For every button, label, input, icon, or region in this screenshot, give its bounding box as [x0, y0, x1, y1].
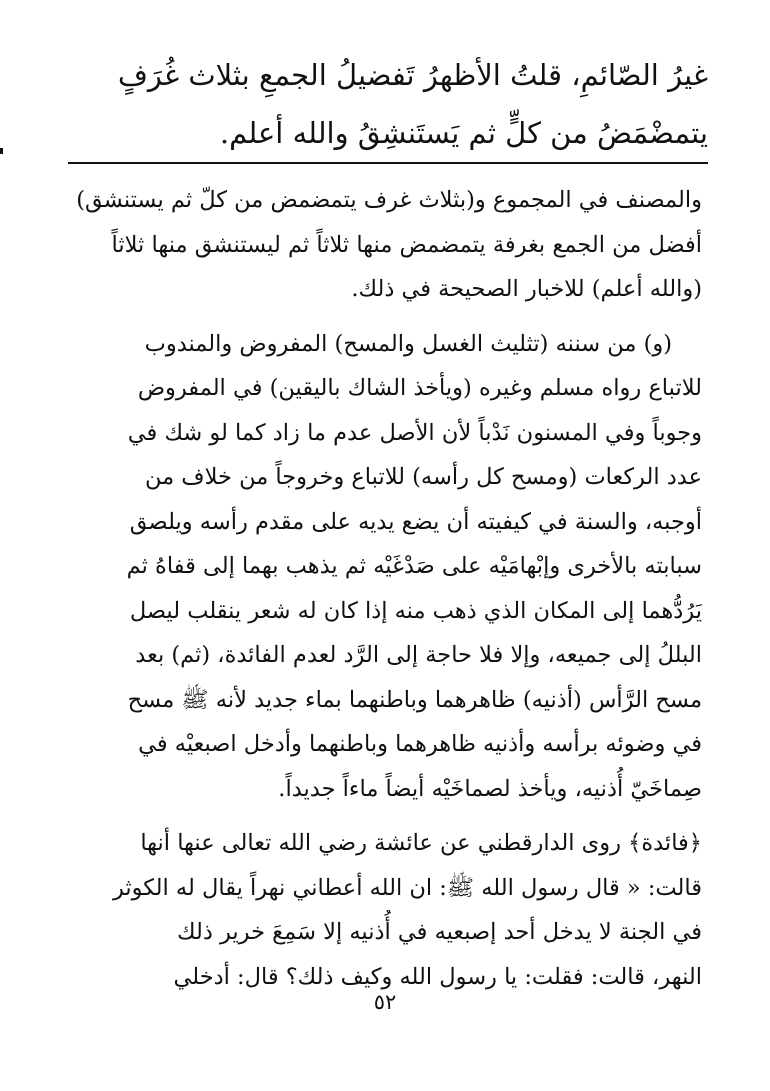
commentary-line: أوجبه، والسنة في كيفيته أن يضع يديه على مقدم رأسه ويلصق: [129, 508, 702, 535]
paragraph-gap: [62, 312, 702, 322]
commentary-line: وجوباً وفي المسنون نَدْباً لأن الأصل عدم ما زاد كما لو شك في: [127, 419, 702, 446]
commentary-line: قالت: « قال رسول الله ﷺ: ان الله أعطاني نهراً يقال له الكوثر: [112, 874, 702, 901]
commentary-line: للاتباع رواه مسلم وغيره (ويأخذ الشاك باليقين) في المفروض: [137, 375, 702, 401]
separator-rule: [68, 162, 708, 164]
commentary-line: ﴿فائدة﴾ روى الدارقطني عن عائشة رضي الله تعالى عنها أنها: [140, 830, 702, 856]
commentary-line: أفضل من الجمع بغرفة يتمضمض منها ثلاثاً ثم ليستنشق منها ثلاثاً: [111, 231, 702, 258]
matn-text: [68, 46, 708, 162]
commentary-line: والمصنف في المجموع و(بثلاث غرف يتمضمض من كلّ ثم يستنشق): [76, 187, 702, 213]
commentary-text: [62, 178, 702, 999]
commentary-line: النهر، قالت: فقلت: يا رسول الله وكيف ذلك؟ قال: أدخلي: [173, 963, 702, 990]
matn-line: يتمضْمَضُ من كلٍّ ثم يَستَنشِقُ والله أعلم.: [219, 116, 708, 150]
commentary-line: صِماخَيّ أُذنيه، ويأخذ لصماخَيْه أيضاً ماءاً جديداً.: [278, 775, 702, 802]
commentary-line: (و) من سننه (تثليث الغسل والمسح) المفروض والمندوب: [144, 330, 672, 357]
commentary-line: يَرُدُّهما إلى المكان الذي ذهب منه إذا كان له شعر ينقلب ليصل: [129, 597, 702, 624]
commentary-line: في الجنة لا يدخل أحد إصبعيه في أُذنيه إلا سَمِعَ خرير ذلك: [177, 919, 702, 945]
scan-edge-mark: [0, 148, 3, 154]
page-number: ٥٢: [373, 990, 397, 1014]
commentary-line: (والله أعلم) للاخبار الصحيحة في ذلك.: [351, 276, 702, 302]
commentary-line: البللُ إلى جميعه، وإلا فلا حاجة إلى الرَّد لعدم الفائدة، (ثم) بعد: [135, 642, 702, 668]
paragraph-gap: [62, 811, 702, 821]
commentary-line: في وضوئه برأسه وأذنيه ظاهرهما وباطنهما وأدخل اصبعيْه في: [138, 731, 702, 757]
commentary-line: سبابته بالأخرى وإبْهامَيْه على صَدْغَيْه ثم يذهب بهما إلى قفاهُ ثم: [126, 553, 702, 579]
matn-line: غيرُ الصّائمِ، قلتُ الأظهرُ تَفضيلُ الجمعِ بثلاث غُرَفٍ: [117, 58, 708, 92]
commentary-line: عدد الركعات (ومسح كل رأسه) للاتباع وخروجاً من خلاف من: [144, 464, 702, 490]
commentary-line: مسح الرَّأس (أذنيه) ظاهرهما وباطنهما بماء جديد لأنه ﷺ مسح: [127, 686, 702, 713]
